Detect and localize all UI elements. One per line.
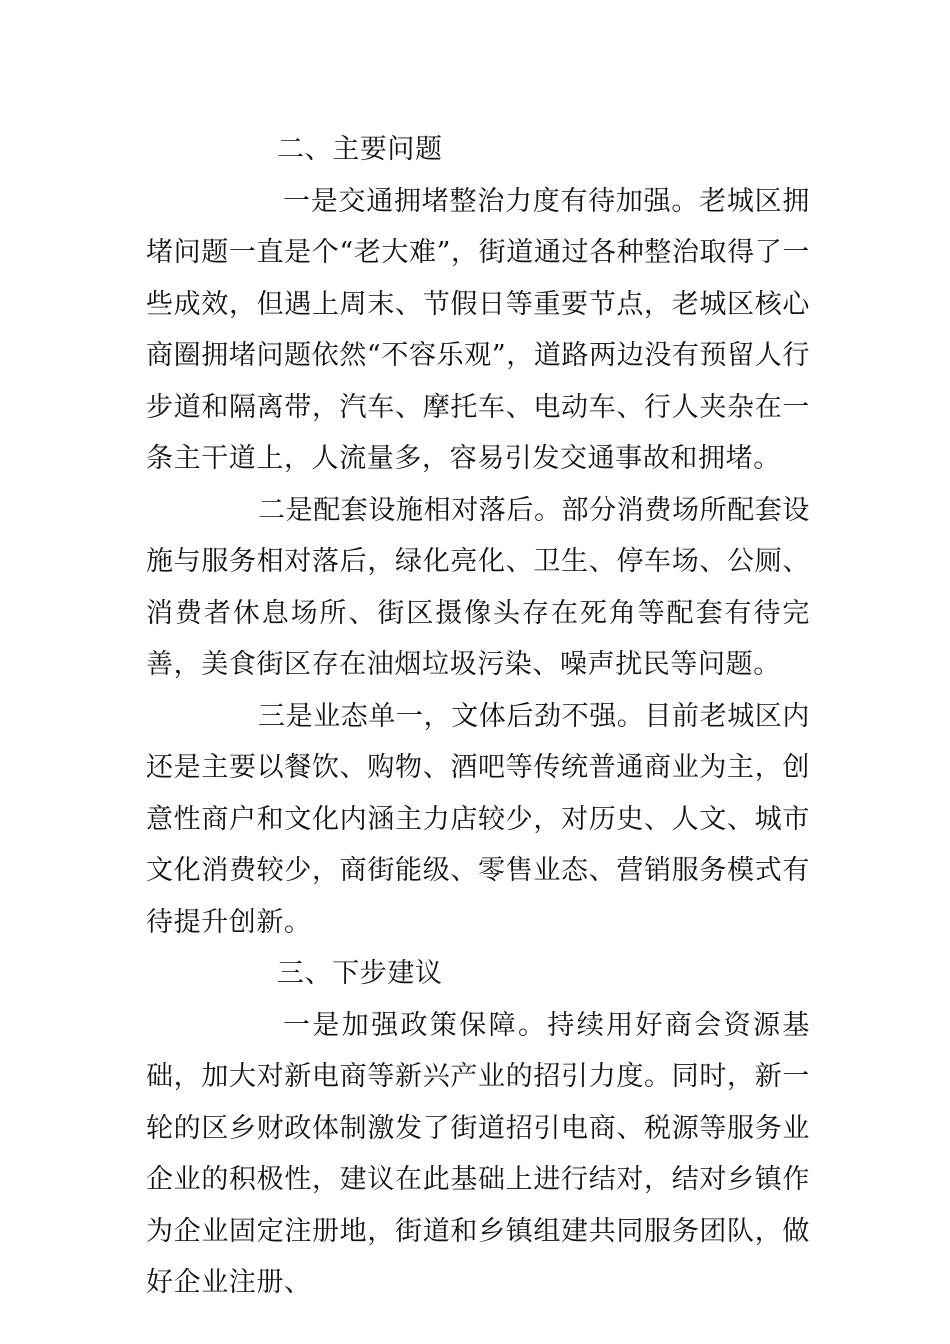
document-body: [146, 124, 810, 1309]
paragraph-policy-support: 一是加强政策保障。持续用好商会资源基础，加大对新电商等新兴产业的招引力度。同时，新一轮的区乡财政体制激发了街道招引电商、税源等服务业企业的积极性，建议在此基础上进行结对，结对乡镇作为企业固定注册地，街道和乡镇组建共同服务团队，做好企业注册、: [146, 1009, 810, 1298]
paragraph-supporting-facilities: 二是配套设施相对落后。部分消费场所配套设施与服务相对落后，绿化亮化、卫生、停车场、公厕、消费者休息场所、街区摄像头存在死角等配套有待完善，美食街区存在油烟垃圾污染、噪声扰民等问题。: [146, 494, 810, 680]
section-heading-main-issues: 二、主要问题: [277, 134, 443, 165]
paragraph-traffic-congestion: 一是交通拥堵整治力度有待加强。老城区拥堵问题一直是个“老大难”，街道通过各种整治取得了一些成效，但遇上周末、节假日等重要节点，老城区核心商圈拥堵问题依然“不容乐观”，道路两边没有预留人行步道和隔离带，汽车、摩托车、电动车、行人夹杂在一条主干道上，人流量多，容易引发交通事故和拥堵。: [146, 185, 810, 474]
section-heading-next-steps: 三、下步建议: [277, 958, 443, 989]
paragraph-single-business-format: 三是业态单一，文体后劲不强。目前老城区内还是主要以餐饮、购物、酒吧等传统普通商业为主，创意性商户和文化内涵主力店较少，对历史、人文、城市文化消费较少，商街能级、零售业态、营销服务模式有待提升创新。: [146, 700, 810, 938]
